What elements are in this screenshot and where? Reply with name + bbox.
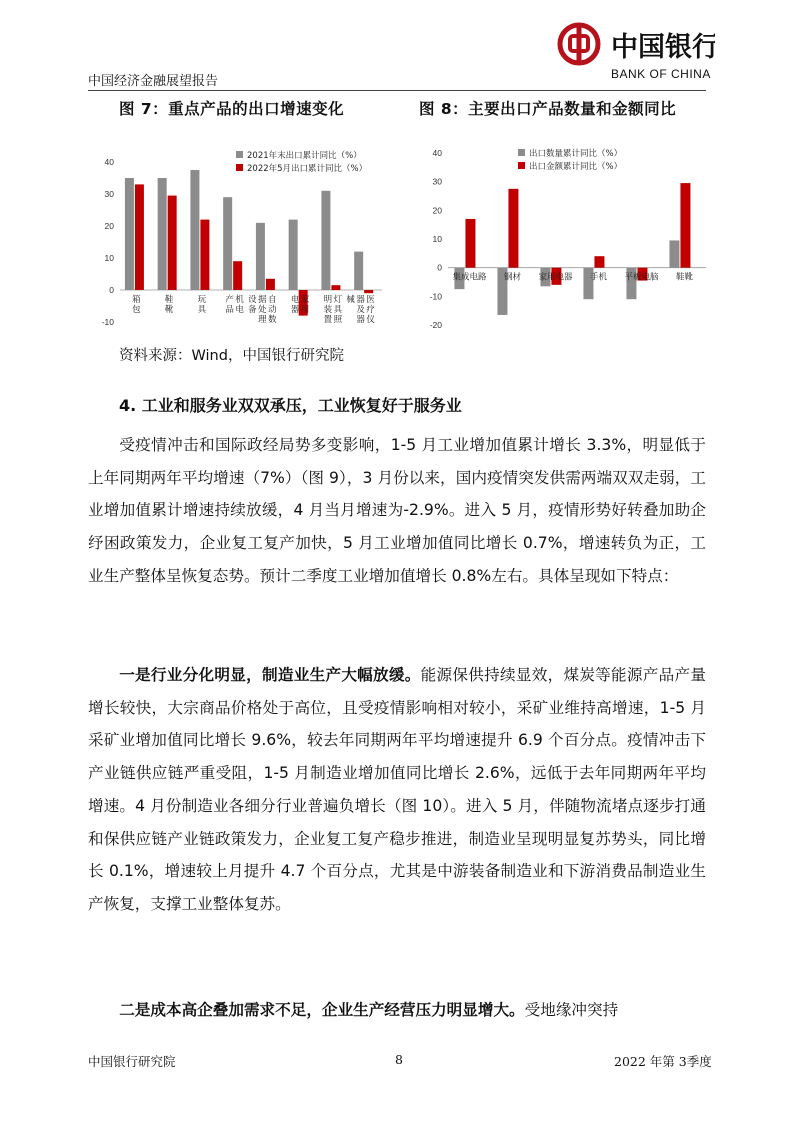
- category-label-char: 理: [258, 315, 267, 325]
- bar-red: [233, 261, 242, 290]
- category-label-char: 疗: [366, 305, 375, 315]
- bar-gray: [256, 223, 265, 290]
- category-label-char: 备: [248, 305, 257, 315]
- export-growth-chart: [88, 140, 388, 340]
- y-tick-label: 40: [432, 148, 442, 158]
- bar-gray: [190, 170, 199, 290]
- category-label-char: 用: [300, 305, 310, 315]
- figure-7-title: 图 7：重点产品的出口增速变化: [119, 100, 345, 118]
- category-label-char: 及: [356, 305, 365, 315]
- bar-gray: [669, 240, 679, 267]
- category-label-char: 电: [290, 295, 300, 305]
- y-tick-label: -10: [429, 291, 442, 302]
- legend-label: 出口金额累计同比（%）: [529, 162, 623, 172]
- bar-red: [364, 290, 373, 293]
- bar-red: [135, 184, 144, 290]
- y-tick-label: -20: [429, 320, 442, 330]
- category-label: 鞋靴: [675, 272, 694, 283]
- category-label-char: 动: [268, 305, 277, 315]
- y-tick-label: 0: [109, 285, 114, 295]
- header-divider: [88, 90, 706, 91]
- category-label-char: 具: [197, 305, 207, 315]
- y-tick-label: 0: [437, 262, 442, 273]
- category-label-char: 具: [333, 305, 343, 315]
- category-label: 手机: [589, 272, 608, 283]
- legend-swatch: [518, 162, 525, 169]
- figure-8-title: 图 8：主要出口产品数量和金额同比: [419, 100, 677, 118]
- category-label-char: 设: [248, 295, 257, 305]
- legend-label: 2022年5月出口累计同比（%）: [247, 164, 368, 174]
- bar-gray: [354, 252, 363, 290]
- logo-en-text: BANK OF CHINA: [611, 67, 711, 81]
- bar-red: [168, 196, 177, 290]
- footer-org: 中国银行研究院: [88, 1054, 176, 1069]
- category-label-char: 家: [300, 295, 310, 305]
- category-label-char: 仪: [366, 315, 375, 325]
- footer-quarter: 2022 年第 3季度: [614, 1054, 712, 1069]
- paragraph-3: [88, 994, 706, 1027]
- category-label-char: 数: [268, 315, 277, 325]
- bar-red: [680, 183, 690, 268]
- category-label-char: 品: [225, 305, 234, 315]
- category-label-char: 处: [258, 305, 267, 315]
- category-label-char: 机: [235, 295, 244, 305]
- figure-source: 资料来源：Wind，中国银行研究院: [119, 348, 344, 364]
- y-tick-label: 20: [104, 221, 114, 231]
- bar-red: [594, 256, 604, 267]
- category-label-char: 自: [268, 295, 277, 305]
- category-label: 家用电器: [538, 272, 573, 283]
- category-label: 钢材: [503, 272, 522, 283]
- page-number: 8: [395, 1052, 403, 1067]
- bar-gray: [125, 178, 134, 290]
- legend-swatch: [236, 151, 243, 158]
- category-label-char: 械: [346, 295, 355, 305]
- y-tick-label: 20: [432, 205, 442, 216]
- paragraph-1: [88, 429, 706, 593]
- y-tick-label: 10: [432, 234, 442, 244]
- paragraph-2-text: 能源保供持续显效，煤炭等能源产品产量增长较快，大宗商品价格处于高位，且受疫情影响相对较小，采矿业维持高增速，1-5 月采矿业增加值同比增长 9.6%，较去年同期两年平均增速提升 6.9 个百分点。疫情冲击下产业链供应链严重受阻，1-5 月制造业增加值同比增长 2.6%，远低于去年同期两年平均增速。4 月份制造业各细分行业普遍负增长（图 10）。进入 5 月，伴随物流堵点逐步打通和保供应链产业链政策发力，企业复工复产稳步推进，制造业呈现明显复苏势头，同比增长 0.1%，增速较上月提升 4.7 个百分点，尤其是中游装备制造业和下游消费品制造业生产恢复，支撑工业整体复苏。: [88, 666, 706, 913]
- category-label-char: 鞋: [164, 295, 174, 305]
- bar-red: [508, 189, 518, 268]
- category-label-char: 据: [258, 295, 267, 305]
- paragraph-3-lead: 二是成本高企叠加需求不足，企业生产经营压力明显增大。: [119, 1001, 525, 1019]
- paragraph-2-lead: 一是行业分化明显，制造业生产大幅放缓。: [119, 666, 421, 684]
- export-volume-value-chart: [408, 140, 718, 340]
- legend-swatch: [236, 164, 243, 171]
- category-label-char: 电: [235, 305, 244, 315]
- paragraph-2: [88, 659, 706, 921]
- category-label-char: 玩: [197, 295, 207, 305]
- bank-of-china-logo: [555, 18, 715, 84]
- paragraph-3-text: 受地缘冲突持: [524, 1001, 619, 1019]
- category-label-char: 照: [333, 315, 343, 325]
- bar-gray: [158, 178, 167, 290]
- bar-red: [331, 285, 340, 290]
- category-label: 平板电脑: [624, 272, 659, 283]
- bar-gray: [321, 191, 330, 290]
- category-label-char: 器: [356, 315, 365, 325]
- category-label-char: 医: [366, 295, 375, 305]
- category-label-char: 器: [290, 305, 300, 315]
- category-label-char: 明: [323, 295, 333, 305]
- bar-red: [465, 219, 475, 268]
- category-label-char: 置: [323, 315, 333, 325]
- category-label-char: 产: [225, 295, 234, 305]
- legend-label: 2021年末出口累计同比（%）: [247, 151, 362, 161]
- paragraph-1-text: 受疫情冲击和国际政经局势多变影响，1-5 月工业增加值累计增长 3.3%，明显低于上年同期两年平均增速（7%）（图 9），3 月份以来，国内疫情突发供需两端双双走弱，工业增加值累计增速持续放缓，4 月当月增速为-2.9%。进入 5 月，疫情形势好转叠加助企纾困政策发力，企业复工复产加快，5 月工业增加值同比增长 0.7%，增速转负为正，工业生产整体呈恢复态势。预计二季度工业增加值增长 0.8%左右。具体呈现如下特点：: [88, 436, 706, 585]
- y-tick-label: 30: [104, 189, 114, 199]
- y-tick-label: 10: [104, 253, 114, 263]
- y-tick-label: -10: [101, 317, 114, 327]
- legend-label: 出口数量累计同比（%）: [529, 149, 623, 159]
- category-label-char: 箱: [132, 295, 141, 305]
- section-heading: 4. 工业和服务业双双承压，工业恢复好于服务业: [119, 396, 462, 415]
- report-title: 中国经济金融展望报告: [88, 74, 219, 89]
- category-label: 集成电路: [452, 272, 487, 283]
- category-label-char: 器: [356, 295, 365, 305]
- bar-gray: [289, 220, 298, 290]
- category-label-char: 灯: [333, 295, 343, 305]
- category-label-char: 包: [132, 305, 141, 315]
- y-tick-label: 40: [104, 157, 114, 167]
- logo-cn-text: 中国银行: [611, 32, 715, 63]
- y-tick-label: 30: [432, 176, 442, 187]
- bank-logo-icon: [555, 18, 715, 84]
- bar-red: [200, 220, 209, 290]
- category-label-char: 靴: [164, 305, 174, 315]
- category-label-char: 装: [323, 305, 333, 315]
- bar-gray: [223, 197, 232, 290]
- bar-red: [266, 279, 275, 290]
- legend-swatch: [518, 149, 525, 156]
